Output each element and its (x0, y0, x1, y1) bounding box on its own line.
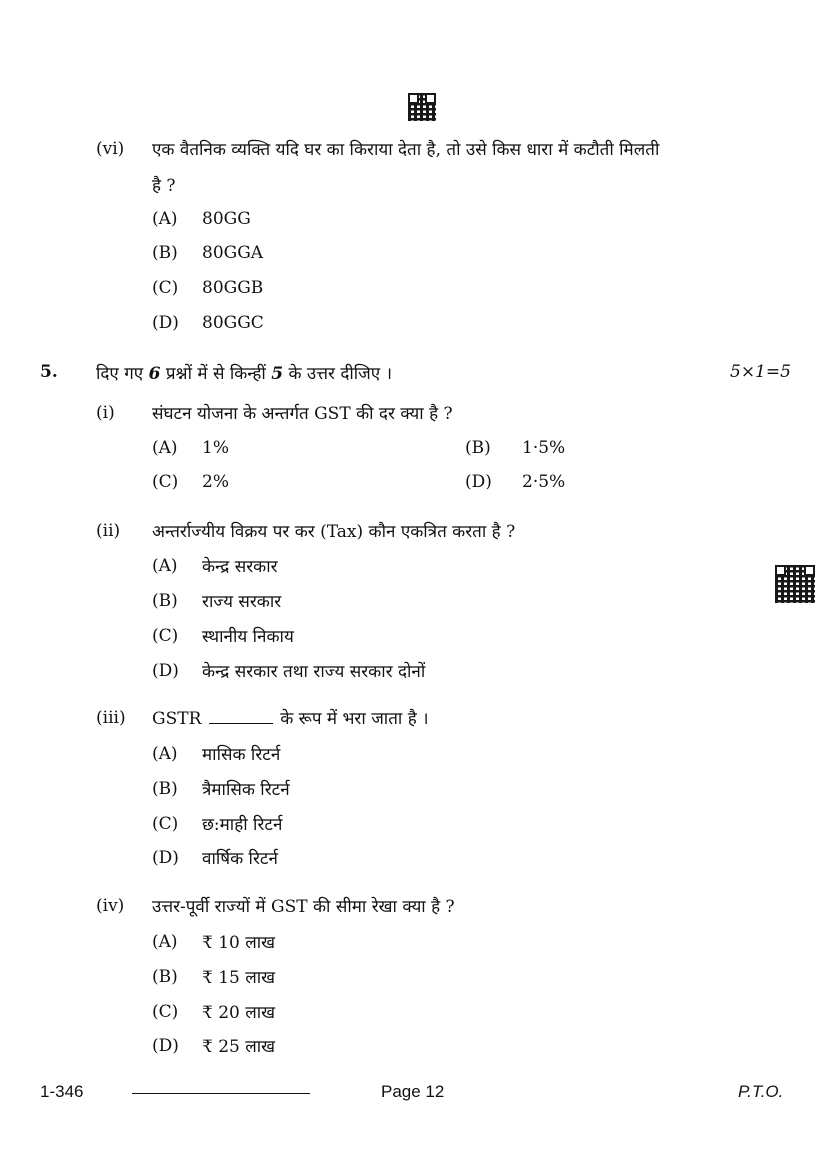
option-label: (D) (465, 472, 492, 492)
count-six: 6 (148, 364, 161, 384)
option-text: 1·5% (522, 438, 566, 458)
question-text (152, 706, 429, 729)
option-text: छ:माही रिटर्न (202, 815, 283, 835)
option-text: ₹ 10 लाख (202, 933, 276, 953)
text-part: के उत्तर दीजिए । (283, 364, 393, 384)
text-part: दिए गए (96, 364, 149, 384)
question-text: संघटन योजना के अन्तर्गत GST की दर क्या है ? (152, 404, 453, 424)
option-label: (C) (152, 278, 179, 298)
paper-code: 1-346 (40, 1082, 84, 1101)
option-text: वार्षिक रिटर्न (202, 849, 278, 869)
option-label: (C) (152, 1002, 179, 1022)
footer-rule (132, 1093, 310, 1094)
option-label: (B) (152, 243, 178, 263)
option-label: (D) (152, 313, 179, 333)
option-text: 2·5% (522, 472, 566, 492)
option-label: (B) (152, 591, 178, 611)
option-label: (D) (152, 848, 179, 868)
option-label: (A) (152, 438, 178, 458)
option-text: त्रैमासिक रिटर्न (202, 780, 290, 800)
option-text: मासिक रिटर्न (202, 745, 281, 765)
option-text: ₹ 15 लाख (202, 968, 276, 988)
option-label: (A) (152, 744, 178, 764)
option-text: ₹ 25 लाख (202, 1037, 276, 1057)
marks-label: 5×1=5 (730, 362, 791, 382)
option-text: 1% (202, 438, 229, 458)
question-number: (i) (96, 403, 115, 423)
question-text: उत्तर-पूर्वी राज्यों में GST की सीमा रेखा क्या है ? (152, 897, 455, 917)
option-text: 2% (202, 472, 229, 492)
option-text: ₹ 20 लाख (202, 1003, 276, 1023)
option-text: केन्द्र सरकार तथा राज्य सरकार दोनों (202, 662, 426, 682)
question-text: अन्तर्राज्यीय विक्रय पर कर (Tax) कौन एकत्रित करता है ? (152, 522, 516, 542)
option-label: (B) (152, 779, 178, 799)
question-text-continued: है ? (152, 176, 176, 196)
count-five: 5 (271, 364, 284, 384)
question-number: (iv) (96, 896, 125, 916)
option-text: 80GGA (202, 243, 264, 263)
question-number: 5. (40, 362, 58, 382)
question-number: (vi) (96, 139, 125, 159)
page-number: Page 12 (381, 1082, 445, 1101)
question-text (96, 361, 392, 384)
option-label: (C) (152, 472, 179, 492)
question-text: एक वैतनिक व्यक्ति यदि घर का किराया देता है, तो उसे किस धारा में कटौती मिलती (152, 140, 660, 160)
option-label: (D) (152, 661, 179, 681)
question-number: (ii) (96, 521, 121, 541)
option-label: (B) (465, 438, 491, 458)
option-text: स्थानीय निकाय (202, 627, 294, 647)
option-label: (C) (152, 814, 179, 834)
question-number: (iii) (96, 708, 126, 728)
qr-code-top (408, 93, 436, 121)
option-text: 80GG (202, 209, 251, 229)
option-label: (A) (152, 209, 178, 229)
text-part: प्रश्नों में से किन्हीं (160, 364, 272, 384)
option-label: (C) (152, 626, 179, 646)
fill-in-blank (209, 722, 273, 724)
option-label: (A) (152, 932, 178, 952)
option-label: (D) (152, 1036, 179, 1056)
option-text: केन्द्र सरकार (202, 557, 278, 577)
qr-code-right (775, 565, 815, 603)
please-turn-over: P.T.O. (738, 1082, 784, 1101)
text-part: GSTR (152, 709, 202, 729)
option-text: राज्य सरकार (202, 592, 282, 612)
option-text: 80GGC (202, 313, 264, 333)
option-text: 80GGB (202, 278, 264, 298)
text-part: के रूप में भरा जाता है । (280, 709, 429, 729)
option-label: (A) (152, 556, 178, 576)
option-label: (B) (152, 967, 178, 987)
